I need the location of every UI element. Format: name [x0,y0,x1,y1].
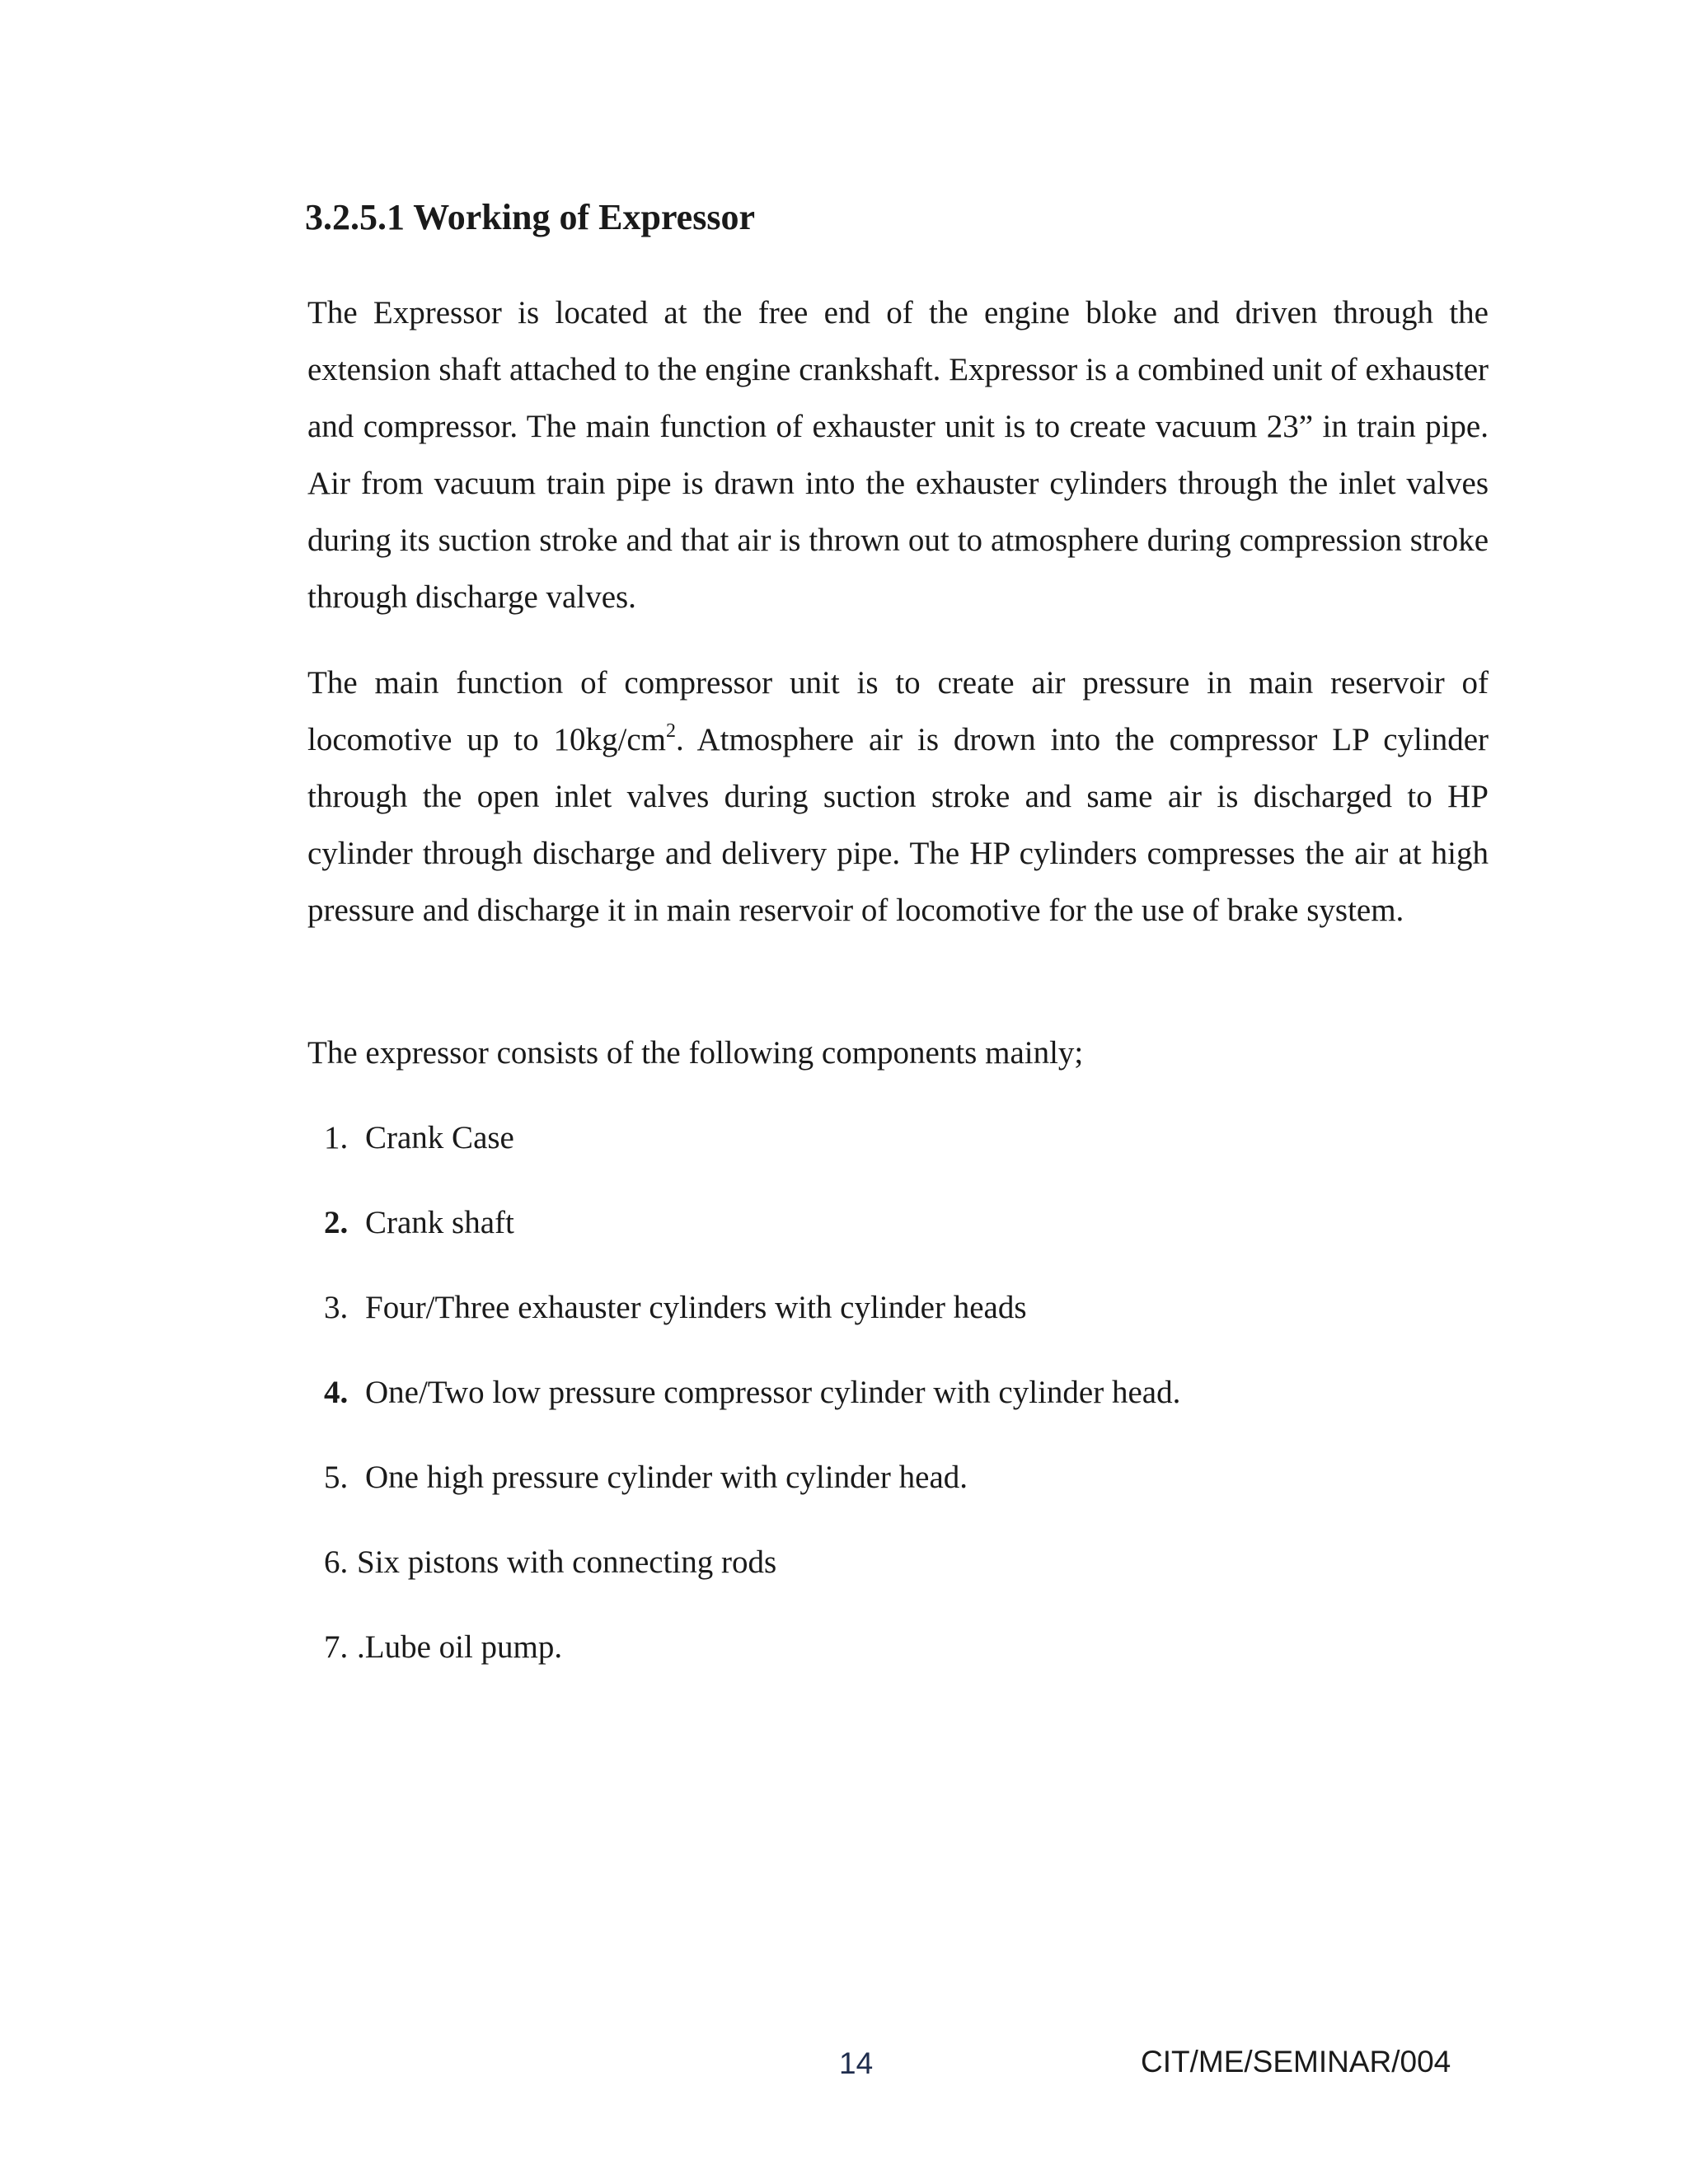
components-intro: The expressor consists of the following components mainly; [307,1035,1084,1071]
superscript-squared: 2 [665,720,676,742]
list-item-text: Four/Three exhauster cylinders with cylinder heads [365,1290,1027,1325]
list-item-text: Crank Case [365,1120,514,1155]
list-item-number: 4. [324,1375,349,1410]
paragraph-exhauster: The Expressor is located at the free end of the engine bloke and driven through the extension shaft attached to the engine crankshaft. Expressor is a combined unit of exhauster and compressor. The main function of exhauster unit is to create vacuum 23” in train pipe. Air from vacuum train pipe is drawn into the exhauster cylinders through the inlet valves during its suction stroke and that air is thrown out to atmosphere during compression stroke through discharge valves. [307,295,1489,615]
page-number: 14 [839,2046,874,2080]
list-item [324,1279,1180,1364]
list-item-text: Six pistons with connecting rods [357,1544,777,1580]
list-item-number: 1. [324,1120,349,1155]
list-item [324,1449,1180,1534]
list-item [324,1534,1180,1619]
list-item-text: One/Two low pressure compressor cylinder with cylinder head. [365,1375,1181,1410]
paragraph-compressor-part2: . Atmosphere air is drown into the compressor LP cylinder through the open inlet valves during suction stroke and same air is discharged to HP cylinder through discharge and delivery pipe. The HP cylinders compresses the air at high pressure and discharge it in main reservoir of locomotive for the use of brake system. [307,722,1489,928]
components-list [324,1109,1180,1704]
paragraph-compressor-part1: The main function of compressor unit is to create air pressure in main reservoir of locomotive up to 10kg/cm [307,665,1489,757]
document-code: CIT/ME/SEMINAR/004 [1141,2045,1451,2079]
list-item [324,1364,1180,1449]
list-item-number: 5. [324,1460,349,1495]
list-item-number: 7. [324,1629,349,1665]
list-item-number: 2. [324,1205,349,1240]
list-item [324,1109,1180,1194]
list-item-number: 3. [324,1290,349,1325]
list-item [324,1619,1180,1704]
list-item-text: Crank shaft [365,1205,514,1240]
list-item-text: One high pressure cylinder with cylinder head. [365,1460,968,1495]
paragraph-compressor [307,654,1489,939]
list-item-text: .Lube oil pump. [357,1629,563,1665]
list-item [324,1194,1180,1279]
list-item-number: 6. [324,1544,349,1580]
section-heading: 3.2.5.1 Working of Expressor [305,197,755,237]
